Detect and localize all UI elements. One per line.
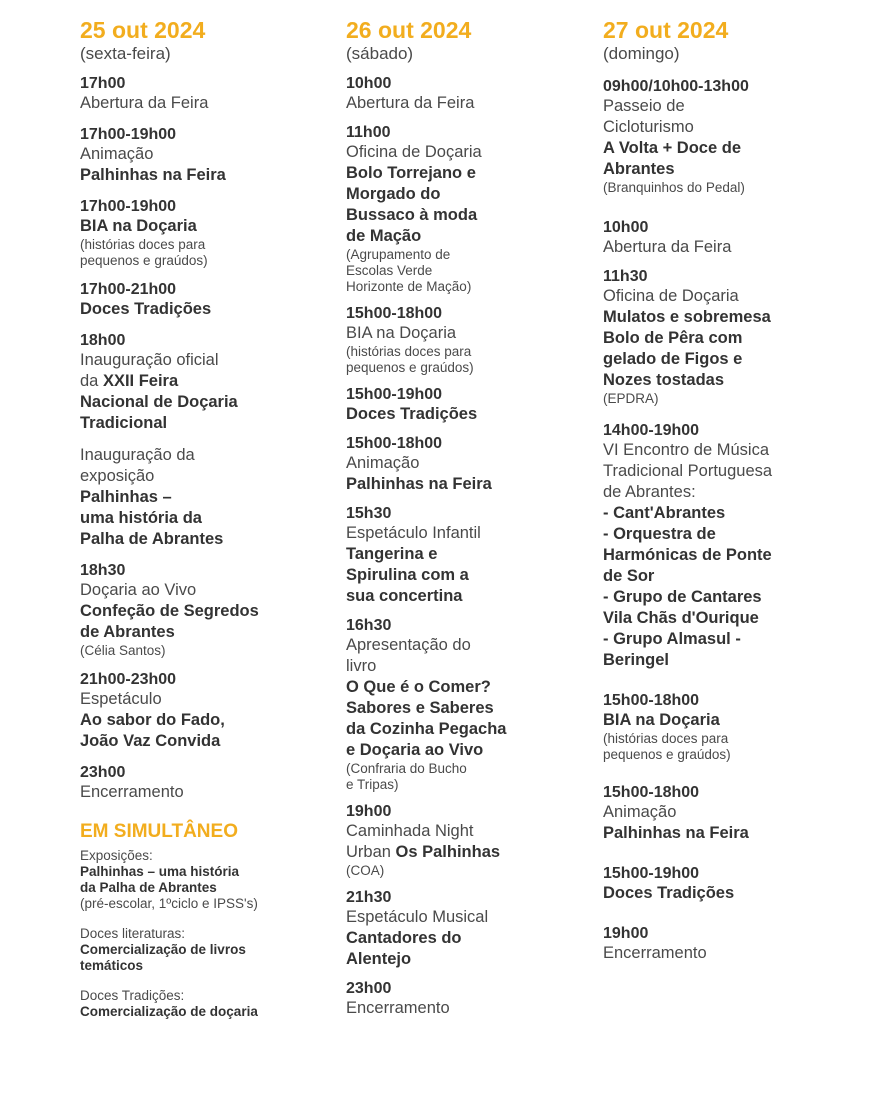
event-time: 15h00-18h00 (346, 305, 443, 322)
event-line (603, 629, 848, 650)
event-line (80, 299, 320, 320)
schedule-event (346, 434, 556, 495)
event-line-text: Nacional de Doçaria (80, 393, 238, 411)
event-line-text: Morgado do (346, 185, 441, 203)
event-time: 18h30 (80, 562, 126, 579)
event-time: 15h00-18h00 (346, 435, 443, 452)
event-line-text: VI Encontro de Música (603, 441, 769, 459)
schedule-event (346, 74, 556, 114)
event-line (603, 545, 848, 566)
schedule-event (603, 691, 848, 763)
event-line (346, 586, 556, 607)
event-line-text: Espetáculo Infantil (346, 524, 481, 542)
event-note: (EPDRA) (603, 391, 659, 406)
event-line-text: Confeção de Segredos (80, 602, 259, 620)
schedule-event (80, 197, 320, 269)
event-line-text: Urban (346, 843, 396, 861)
event-time: 19h00 (346, 803, 392, 820)
day-date: 26 out 2024 (346, 17, 472, 43)
event-line-text: Cicloturismo (603, 118, 694, 136)
event-line (603, 482, 848, 503)
event-line-text: Inauguração oficial (80, 351, 219, 369)
day-weekday: (sexta-feira) (80, 44, 171, 63)
event-line (603, 349, 848, 370)
event-time: 14h00-19h00 (603, 422, 700, 439)
event-line-text: Cantadores do (346, 929, 462, 947)
event-line-text: - Grupo Almasul - (603, 630, 741, 648)
event-line-text: - Cant'Abrantes (603, 504, 726, 522)
event-line (603, 461, 848, 482)
simultaneous-label: Exposições: (80, 848, 153, 863)
schedule-event (346, 979, 556, 1019)
event-line (346, 226, 556, 247)
event-line-text: Tradicional Portuguesa (603, 462, 773, 480)
event-time: 17h00-21h00 (80, 281, 177, 298)
event-line (603, 802, 848, 823)
event-line-text: - Grupo de Cantares (603, 588, 762, 606)
schedule-event (603, 218, 848, 258)
simultaneous-item: Comercialização de livros (80, 942, 246, 957)
event-note: (histórias doces para pequenos e graúdos) (346, 344, 474, 375)
simultaneous-item: temáticos (80, 958, 144, 973)
simultaneous-title: EM SIMULTÂNEO (80, 821, 238, 842)
event-line (80, 731, 320, 752)
event-line (80, 529, 320, 550)
event-time: 17h00-19h00 (80, 126, 177, 143)
event-line (346, 698, 556, 719)
schedule-event (80, 280, 320, 320)
event-line (603, 823, 848, 844)
event-line-text: Abrantes (603, 160, 675, 178)
day-weekday: (domingo) (603, 44, 680, 63)
event-time: 15h30 (346, 505, 392, 522)
event-line (80, 580, 320, 601)
event-line-text: Animação (80, 145, 154, 163)
event-line (603, 237, 848, 258)
event-line-text: Harmónicas de Ponte (603, 546, 772, 564)
event-line-text: O Que é o Comer? (346, 678, 491, 696)
event-line (80, 216, 320, 237)
event-line-text: Abertura da Feira (346, 94, 475, 112)
event-line-text: uma história da (80, 509, 202, 527)
event-line (346, 93, 556, 114)
event-line-text: - Orquestra de (603, 525, 716, 543)
event-line-text: Ao sabor do Fado, (80, 711, 225, 729)
event-line (346, 998, 556, 1019)
event-line-text: de Sor (603, 567, 655, 585)
event-note: (Confraria do Bucho e Tripas) (346, 761, 467, 792)
event-line-text: Espetáculo (80, 690, 162, 708)
event-time: 16h30 (346, 617, 392, 634)
simultaneous-item: Palhinhas – uma história (80, 864, 240, 879)
event-note: (histórias doces para pequenos e graúdos) (80, 237, 208, 268)
simultaneous-note: (pré-escolar, 1ºciclo e IPSS's) (80, 896, 258, 911)
day-column-1 (80, 18, 320, 1020)
event-line-text: sua concertina (346, 587, 463, 605)
event-note: (Branquinhos do Pedal) (603, 180, 745, 195)
event-line-text: Animação (346, 454, 420, 472)
event-line (603, 159, 848, 180)
day-weekday: (sábado) (346, 44, 414, 63)
event-line-text: Bolo Torrejano e (346, 164, 476, 182)
event-time: 21h00-23h00 (80, 671, 177, 688)
event-line-text: Tangerina e (346, 545, 438, 563)
event-line (80, 392, 320, 413)
event-line-text: BIA na Doçaria (80, 217, 197, 235)
event-line-text: gelado de Figos e (603, 350, 743, 368)
event-line-text: Oficina de Doçaria (346, 143, 482, 161)
event-line (603, 524, 848, 545)
event-time: 15h00-18h00 (603, 784, 700, 801)
event-line (80, 487, 320, 508)
event-line (346, 142, 556, 163)
event-line-text: Mulatos e sobremesa (603, 308, 771, 326)
event-line-text: livro (346, 657, 377, 675)
event-line (80, 144, 320, 165)
event-note: (Agrupamento de Escolas Verde Horizonte de Mação) (346, 247, 472, 294)
event-time: 19h00 (603, 925, 649, 942)
event-line-text: e Doçaria ao Vivo (346, 741, 484, 759)
event-line (603, 138, 848, 159)
event-line (603, 566, 848, 587)
event-time: 17h00-19h00 (80, 198, 177, 215)
event-line (80, 165, 320, 186)
event-line-text: Encerramento (603, 944, 707, 962)
day-column-2 (346, 18, 556, 1019)
schedule-event (80, 445, 320, 550)
schedule-event (603, 783, 848, 844)
event-line (603, 117, 848, 138)
event-line (346, 719, 556, 740)
event-note: (histórias doces para pequenos e graúdos) (603, 731, 731, 762)
event-line (80, 782, 320, 803)
event-line (603, 943, 848, 964)
event-line (346, 677, 556, 698)
event-line-text: BIA na Doçaria (603, 711, 720, 729)
event-line (603, 503, 848, 524)
event-line (346, 656, 556, 677)
event-line-text: Bolo de Pêra com (603, 329, 743, 347)
event-line-text: Abertura da Feira (603, 238, 732, 256)
event-line (80, 413, 320, 434)
day-column-3 (603, 18, 848, 964)
event-line (603, 608, 848, 629)
event-line (346, 163, 556, 184)
event-line (603, 307, 848, 328)
event-line-text: Inauguração da (80, 446, 195, 464)
event-line (346, 323, 556, 344)
event-line (346, 544, 556, 565)
event-line-text: Palhinhas – (80, 488, 172, 506)
event-line (346, 949, 556, 970)
event-line-text: Abertura da Feira (80, 94, 209, 112)
event-note: (Célia Santos) (80, 643, 166, 658)
event-line (346, 565, 556, 586)
schedule-event (603, 77, 848, 196)
schedule-event (603, 864, 848, 904)
simultaneous-label: Doces literaturas: (80, 926, 186, 941)
event-line-text: A Volta + Doce de (603, 139, 741, 157)
event-time: 17h00 (80, 75, 126, 92)
event-line-text: de Abrantes (80, 623, 175, 641)
event-time: 15h00-19h00 (603, 865, 700, 882)
event-line-text: BIA na Doçaria (346, 324, 457, 342)
event-line (80, 601, 320, 622)
event-line-text: de Abrantes: (603, 483, 696, 501)
schedule-event (346, 504, 556, 607)
schedule-event (346, 304, 556, 376)
event-time: 09h00/10h00-13h00 (603, 78, 749, 95)
event-line-text: da Cozinha Pegacha (346, 720, 507, 738)
schedule-event (346, 123, 556, 295)
event-line-text: Sabores e Saberes (346, 699, 494, 717)
event-line-text: de Mação (346, 227, 422, 245)
event-line-text: Passeio de (603, 97, 685, 115)
event-line (603, 370, 848, 391)
event-line-text: Animação (603, 803, 677, 821)
event-time: 10h00 (603, 219, 649, 236)
event-line-text: Encerramento (346, 999, 450, 1017)
schedule-event (80, 125, 320, 186)
event-line-text: Espetáculo Musical (346, 908, 489, 926)
event-line-bold: XXII Feira (102, 372, 179, 390)
schedule-event (603, 421, 848, 671)
event-line-text: Beringel (603, 651, 670, 669)
simultaneous-item: da Palha de Abrantes (80, 880, 217, 895)
event-line (603, 883, 848, 904)
event-line (346, 928, 556, 949)
schedule-event (346, 385, 556, 425)
event-line (80, 371, 320, 392)
event-line (603, 440, 848, 461)
event-line-text: Nozes tostadas (603, 371, 725, 389)
event-line-text: Palha de Abrantes (80, 530, 224, 548)
event-time: 23h00 (80, 764, 126, 781)
event-line (346, 404, 556, 425)
event-time: 15h00-19h00 (346, 386, 443, 403)
event-line-text: Vila Chãs d'Ourique (603, 609, 759, 627)
event-line-text: Spirulina com a (346, 566, 469, 584)
simultaneous-item: Comercialização de doçaria (80, 1004, 258, 1019)
schedule-event (603, 924, 848, 964)
event-line-text: Palhinhas na Feira (80, 166, 226, 184)
event-line (603, 650, 848, 671)
schedule-event (80, 561, 320, 659)
schedule-event (80, 670, 320, 752)
schedule-event (603, 267, 848, 407)
event-line (346, 821, 556, 842)
event-line-text: exposição (80, 467, 155, 485)
event-line-text: Doces Tradições (603, 884, 735, 902)
schedule-event (346, 802, 556, 879)
event-line (346, 907, 556, 928)
schedule-event (80, 763, 320, 803)
event-time: 10h00 (346, 75, 392, 92)
schedule-event (346, 888, 556, 970)
event-line-text: Bussaco à moda (346, 206, 478, 224)
event-line (80, 350, 320, 371)
simultaneous-block (80, 848, 320, 912)
event-time: 11h30 (603, 268, 648, 285)
event-line (603, 96, 848, 117)
event-time: 11h00 (346, 124, 391, 141)
event-line-text: Apresentação do (346, 636, 471, 654)
event-line (80, 508, 320, 529)
event-line (80, 622, 320, 643)
event-line (603, 587, 848, 608)
event-line (346, 184, 556, 205)
event-line-text: Palhinhas na Feira (603, 824, 749, 842)
event-line (80, 93, 320, 114)
event-line-text: Oficina de Doçaria (603, 287, 739, 305)
event-line-text: Doçaria ao Vivo (80, 581, 197, 599)
event-time: 18h00 (80, 332, 126, 349)
event-line-text: Caminhada Night (346, 822, 474, 840)
event-line-text: João Vaz Convida (80, 732, 221, 750)
schedule-event (346, 616, 556, 793)
event-line-text: Encerramento (80, 783, 184, 801)
event-line-text: Tradicional (80, 414, 168, 432)
day-date: 25 out 2024 (80, 17, 206, 43)
event-line (346, 205, 556, 226)
event-line-text: Palhinhas na Feira (346, 475, 492, 493)
event-line (346, 474, 556, 495)
event-note: (COA) (346, 863, 385, 878)
event-line (603, 710, 848, 731)
simultaneous-block (80, 926, 320, 974)
event-line (603, 328, 848, 349)
event-line (603, 286, 848, 307)
event-line-bold: Os Palhinhas (395, 843, 501, 861)
event-time: 21h30 (346, 889, 392, 906)
event-line-text: Alentejo (346, 950, 412, 968)
event-line-text: Doces Tradições (80, 300, 212, 318)
event-line (346, 453, 556, 474)
event-line-text: da (80, 372, 103, 390)
event-line (346, 842, 556, 863)
schedule-event (80, 331, 320, 434)
simultaneous-block (80, 988, 320, 1020)
event-line (80, 466, 320, 487)
event-line (346, 523, 556, 544)
event-line (346, 740, 556, 761)
event-line (346, 635, 556, 656)
schedule-event (80, 74, 320, 114)
event-line (80, 710, 320, 731)
simultaneous-label: Doces Tradições: (80, 988, 185, 1003)
day-date: 27 out 2024 (603, 17, 729, 43)
event-time: 15h00-18h00 (603, 692, 700, 709)
event-time: 23h00 (346, 980, 392, 997)
event-line-text: Doces Tradições (346, 405, 478, 423)
event-line (80, 445, 320, 466)
event-line (80, 689, 320, 710)
